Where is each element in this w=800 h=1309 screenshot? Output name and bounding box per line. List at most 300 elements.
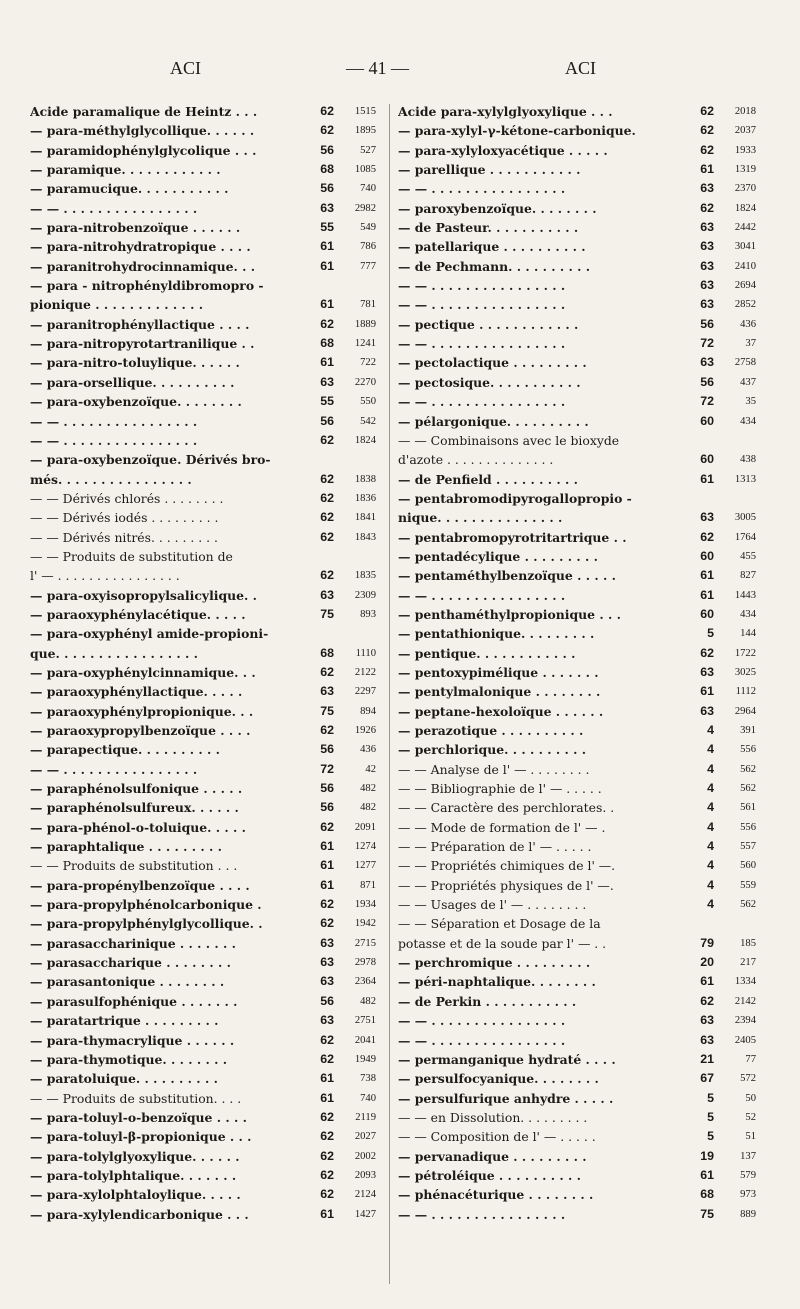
page-number-ref: 786 — [360, 241, 376, 253]
page-number-ref: 1942 — [354, 918, 376, 930]
entry-name: — paratoluique. . . . . . . . . . — [30, 1071, 218, 1087]
entry-name: — para-oxyphényl amide-propioni- — [30, 626, 269, 642]
volume-number: 4 — [707, 819, 714, 834]
volume-number: 62 — [700, 645, 714, 660]
entry-name: — paraoxyphénylacétique. . . . . — [30, 606, 246, 622]
page-number-ref: 2370 — [734, 183, 756, 195]
entry-name: — para-nitrohydratropique . . . . — [30, 239, 251, 255]
entry-name: — — Combinaisons avec le bioxyde — [398, 432, 620, 448]
volume-number: 63 — [700, 1013, 714, 1028]
entry-name: — para-méthylglycollique. . . . . . — [30, 123, 255, 139]
index-entry — [30, 1127, 376, 1146]
volume-number: 63 — [700, 510, 714, 525]
entry-name: — — . . . . . . . . . . . . . . . . — [30, 200, 198, 216]
volume-number: 62 — [320, 432, 334, 447]
page-number-ref: 562 — [740, 899, 756, 911]
index-entry — [30, 740, 376, 759]
page-number-ref: 1334 — [734, 976, 756, 988]
index-entry — [398, 566, 756, 585]
index-entry — [398, 818, 756, 837]
entry-name: — — . . . . . . . . . . . . . . . . — [398, 278, 566, 294]
header-left: ACI — [170, 58, 201, 78]
entry-name: — paraoxyphénylpropionique. . . — [30, 703, 254, 719]
entry-name: — parellique . . . . . . . . . . . — [398, 162, 581, 178]
page-number-ref: 2405 — [734, 1034, 756, 1046]
volume-number: 4 — [707, 858, 714, 873]
index-entry — [398, 199, 756, 218]
volume-number: 62 — [320, 723, 334, 737]
entry-name: — de Penfield . . . . . . . . . . — [398, 471, 578, 487]
entry-name: — paramucique. . . . . . . . . . . — [30, 181, 229, 197]
entry-name: — — Caractère des perchlorates. . — [398, 800, 615, 816]
volume-number: 4 — [707, 781, 714, 796]
entry-name: — pectolactique . . . . . . . . . — [398, 355, 587, 371]
volume-number: 62 — [700, 993, 714, 1008]
volume-number: 5 — [707, 1090, 714, 1105]
index-entry — [30, 199, 376, 218]
right-column — [398, 102, 756, 1224]
index-entry — [398, 779, 756, 798]
page-number-ref: 51 — [745, 1131, 756, 1143]
page-number-ref: 437 — [740, 376, 756, 388]
index-entry — [30, 992, 376, 1011]
page-number-ref: 50 — [745, 1092, 756, 1104]
index-entry — [398, 1166, 756, 1185]
entry-name: — — Produits de substitution de — [30, 548, 233, 564]
volume-number: 61 — [320, 839, 334, 854]
entry-name: — para-toluyl-o-benzoïque . . . . — [30, 1109, 247, 1125]
volume-number: 63 — [320, 587, 334, 602]
entry-name: — pentaméthylbenzoïque . . . . . — [398, 568, 616, 584]
volume-number: 61 — [700, 568, 714, 583]
page-number-ref: 1085 — [354, 164, 376, 176]
volume-number: 62 — [700, 142, 714, 157]
volume-number: 62 — [700, 104, 714, 118]
page-number-ref: 1274 — [354, 841, 376, 853]
volume-number: 75 — [320, 606, 334, 621]
index-entry — [398, 1069, 756, 1088]
page-number-ref: 3005 — [734, 512, 756, 524]
index-entry — [30, 779, 376, 798]
volume-number: 67 — [700, 1071, 714, 1086]
entry-name-continued: més. . . . . . . . . . . . . . . . — [30, 471, 192, 487]
index-entry — [30, 121, 376, 140]
index-entry — [30, 334, 376, 353]
volume-number: 63 — [700, 239, 714, 254]
volume-number: 68 — [700, 1187, 714, 1202]
index-entry — [398, 392, 756, 411]
page-number-ref: 2027 — [354, 1131, 376, 1143]
page-number-ref: 436 — [740, 318, 756, 330]
page-number-ref: 391 — [740, 725, 756, 736]
volume-number: 62 — [320, 490, 334, 505]
index-entry — [398, 160, 756, 179]
entry-name: — paraoxyphényllactique. . . . . — [30, 684, 243, 700]
entry-name: — — en Dissolution. . . . . . . . . — [398, 1109, 588, 1125]
volume-number: 19 — [700, 1148, 714, 1163]
page-number-ref: 2751 — [354, 1015, 376, 1027]
entry-name: — — Préparation de l' — . . . . . — [398, 839, 592, 855]
volume-number: 61 — [700, 1167, 714, 1182]
entry-name: — para-oxybenzoïque. . . . . . . . — [30, 394, 242, 410]
index-entry — [30, 624, 376, 663]
entry-name: — perchlorique. . . . . . . . . . — [398, 742, 587, 758]
index-entry — [398, 586, 756, 605]
page-number-ref: 185 — [740, 937, 756, 949]
index-entry — [398, 315, 756, 334]
volume-number: 62 — [320, 1129, 334, 1144]
index-entry — [398, 702, 756, 721]
entry-name: — pentabromopyrotritartrique . . — [398, 529, 627, 545]
volume-number: 63 — [700, 258, 714, 273]
entry-name: — paraoxypropylbenzoïque . . . . — [30, 723, 251, 738]
entry-name: — para-thymacrylique . . . . . . — [30, 1032, 235, 1048]
page-number-ref: 781 — [360, 299, 376, 311]
volume-number: 62 — [320, 819, 334, 834]
entry-name: — paraphtalique . . . . . . . . . — [30, 839, 222, 855]
index-entry — [398, 760, 756, 779]
volume-number: 62 — [320, 1148, 334, 1163]
volume-number: 4 — [707, 877, 714, 892]
page-number-ref: 482 — [360, 995, 376, 1007]
index-entry — [398, 605, 756, 624]
entry-name: — para-oxybenzoïque. Dérivés bro- — [30, 452, 271, 468]
volume-number: 61 — [700, 162, 714, 177]
page-number-ref: 137 — [740, 1150, 756, 1162]
page-number-ref: 77 — [745, 1053, 756, 1065]
page-number-ref: 560 — [740, 860, 756, 872]
entry-name: — permanganique hydraté . . . . — [398, 1051, 616, 1067]
entry-name: — patellarique . . . . . . . . . . — [398, 239, 586, 255]
page-number-ref: 2297 — [354, 686, 376, 698]
index-entry — [398, 1089, 756, 1108]
entry-name: — paramique. . . . . . . . . . . . — [30, 162, 221, 178]
index-entry — [30, 431, 376, 450]
volume-number: 62 — [320, 568, 334, 583]
volume-number: 63 — [700, 278, 714, 293]
page-number-ref: 973 — [740, 1189, 756, 1201]
volume-number: 5 — [707, 1129, 714, 1144]
index-entry — [30, 353, 376, 372]
volume-number: 72 — [700, 394, 714, 409]
entry-name: — — Dérivés nitrés. . . . . . . . . — [30, 529, 218, 545]
volume-number: 60 — [700, 413, 714, 428]
page-number-ref: 2018 — [734, 106, 756, 117]
entry-name: — — Composition de l' — . . . . . — [398, 1129, 596, 1145]
index-entry — [30, 1205, 376, 1224]
entry-name: — pentylmalonique . . . . . . . . — [398, 684, 601, 700]
volume-number: 61 — [320, 858, 334, 873]
page-number-ref: 1313 — [734, 473, 756, 485]
index-entry — [398, 1127, 756, 1146]
index-entry — [398, 992, 756, 1011]
page-number-ref: 527 — [360, 144, 376, 156]
page-number-ref: 3025 — [734, 666, 756, 678]
index-entry — [398, 1011, 756, 1030]
entry-name: — para-propylphénolcarbonique . — [30, 897, 262, 913]
page-number-ref: 549 — [360, 222, 376, 234]
index-entry — [30, 1050, 376, 1069]
volume-number: 61 — [320, 355, 334, 370]
entry-name: — para-tolylphtalique. . . . . . . — [30, 1167, 237, 1183]
entry-name-continued: pionique . . . . . . . . . . . . . — [30, 297, 204, 313]
index-entry — [30, 953, 376, 972]
page-number-ref: 2002 — [354, 1150, 376, 1162]
entry-name: — para-oxyphénylcinnamique. . . — [30, 664, 256, 680]
volume-number: 20 — [700, 955, 714, 970]
entry-name: — — . . . . . . . . . . . . . . . . — [398, 587, 566, 603]
index-entry — [398, 1205, 756, 1224]
entry-name: — para-thymotique. . . . . . . . — [30, 1051, 228, 1067]
index-entry — [398, 489, 756, 528]
index-entry — [398, 876, 756, 895]
volume-number: 61 — [320, 239, 334, 254]
page-number-ref: 542 — [360, 415, 376, 427]
entry-name: — — . . . . . . . . . . . . . . . . — [30, 761, 198, 777]
index-entry — [30, 412, 376, 431]
volume-number: 63 — [320, 974, 334, 989]
volume-number: 62 — [320, 510, 334, 525]
page-number-ref: 455 — [740, 550, 756, 562]
page-number-ref: 2119 — [355, 1111, 376, 1123]
index-entry — [30, 276, 376, 315]
page-number-ref: 2758 — [734, 357, 756, 369]
index-entry — [30, 1011, 376, 1030]
index-entry — [30, 837, 376, 856]
index-entry — [30, 315, 376, 334]
entry-name: — parasaccharinique . . . . . . . — [30, 935, 236, 951]
page-number-ref: 1949 — [354, 1053, 376, 1065]
column-divider — [389, 104, 390, 1284]
index-entry — [30, 1166, 376, 1185]
entry-name: — para-nitropyrotartranilique . . — [30, 336, 255, 352]
index-entry — [30, 237, 376, 256]
page-number-ref: 1241 — [354, 338, 376, 350]
volume-number: 55 — [320, 394, 334, 409]
page-number-ref: 37 — [745, 338, 756, 350]
volume-number: 56 — [320, 993, 334, 1008]
page-number-ref: 738 — [360, 1073, 376, 1085]
page-number-ref: 722 — [360, 357, 376, 369]
index-entry — [398, 218, 756, 237]
page-number-ref: 52 — [745, 1111, 756, 1123]
entry-name-continued: l' — . . . . . . . . . . . . . . . . — [30, 568, 180, 584]
entry-name: — — . . . . . . . . . . . . . . . . — [398, 1013, 566, 1029]
volume-number: 4 — [707, 839, 714, 854]
entry-name: — perazotique . . . . . . . . . . — [398, 723, 584, 738]
volume-number: 62 — [320, 471, 334, 486]
volume-number: 63 — [700, 181, 714, 196]
index-entry — [398, 528, 756, 547]
page-number-ref: 482 — [360, 783, 376, 795]
page-header — [0, 58, 800, 86]
volume-number: 62 — [320, 897, 334, 912]
page-number-ref: 2715 — [354, 937, 376, 949]
volume-number: 72 — [320, 761, 334, 776]
page-number-ref: 559 — [740, 879, 756, 891]
volume-number: 62 — [700, 529, 714, 544]
index-entry — [30, 102, 376, 121]
page-number-ref: 217 — [740, 957, 756, 969]
entry-name: — para-toluyl-β-propionique . . . — [30, 1129, 252, 1145]
page-number-ref: 2122 — [354, 666, 376, 678]
volume-number: 61 — [700, 684, 714, 699]
page-number-ref: 557 — [740, 841, 756, 853]
index-entry — [30, 218, 376, 237]
entry-name: — para-xylyl-γ-kétone-carbonique. — [398, 123, 636, 139]
index-entry — [398, 721, 756, 740]
volume-number: 62 — [320, 1051, 334, 1066]
volume-number: 63 — [320, 935, 334, 950]
volume-number: 63 — [700, 220, 714, 235]
volume-number: 62 — [700, 200, 714, 215]
entry-name: — parapectique. . . . . . . . . . — [30, 742, 220, 758]
entry-name: — paratartrique . . . . . . . . . — [30, 1013, 219, 1029]
volume-number: 63 — [700, 664, 714, 679]
volume-number: 4 — [707, 761, 714, 776]
page-number-ref: 740 — [360, 1092, 376, 1104]
page-number-ref: 2694 — [734, 280, 756, 292]
entry-name: — — . . . . . . . . . . . . . . . . — [398, 1032, 566, 1048]
entry-name: — — Produits de substitution . . . — [30, 858, 238, 874]
entry-name: — phénacéturique . . . . . . . . — [398, 1187, 594, 1203]
index-entry — [398, 972, 756, 991]
entry-name: — persulfocyanique. . . . . . . . — [398, 1071, 599, 1087]
volume-number: 55 — [320, 220, 334, 235]
page-number-ref: 2978 — [354, 957, 376, 969]
page-number-ref: 894 — [360, 705, 376, 717]
volume-number: 62 — [320, 529, 334, 544]
entry-name: — para-propylphénylglycollique. . — [30, 916, 263, 932]
index-entry — [398, 663, 756, 682]
page-number-ref: 2270 — [354, 376, 376, 388]
volume-number: 61 — [320, 877, 334, 892]
page-number-ref: 562 — [740, 783, 756, 795]
page-number-ref: 2091 — [354, 821, 376, 833]
volume-number: 75 — [700, 1206, 714, 1221]
index-entry — [398, 257, 756, 276]
page-number-ref: 1836 — [354, 492, 376, 504]
index-entry — [30, 160, 376, 179]
page-number-ref: 561 — [740, 802, 756, 814]
entry-name: — paraphénolsulfureux. . . . . . — [30, 800, 239, 816]
page-number-ref: 2142 — [734, 995, 756, 1007]
index-entry — [30, 373, 376, 392]
entry-name: — pentadécylique . . . . . . . . . — [398, 548, 598, 564]
page-number-ref: 434 — [740, 415, 756, 427]
volume-number: 61 — [320, 1071, 334, 1086]
index-entry — [398, 295, 756, 314]
index-entry — [398, 373, 756, 392]
page-number-ref: 1722 — [734, 647, 756, 659]
page-number-ref: 1841 — [354, 512, 376, 524]
entry-name: — — Dérivés chlorés . . . . . . . . — [30, 490, 224, 506]
index-entry — [398, 121, 756, 140]
index-entry — [30, 392, 376, 411]
volume-number: 61 — [700, 974, 714, 989]
index-entry — [398, 1050, 756, 1069]
volume-number: 61 — [320, 1206, 334, 1221]
volume-number: 60 — [700, 452, 714, 467]
page-number-ref: 579 — [740, 1169, 756, 1181]
entry-name: — parasulfophénique . . . . . . . — [30, 993, 238, 1009]
volume-number: 56 — [320, 413, 334, 428]
entry-name: — para-xylolphtaloylique. . . . . — [30, 1187, 241, 1203]
index-entry — [30, 547, 376, 586]
entry-name: — paranitrohydrocinnamique. . . — [30, 258, 256, 274]
entry-name: — — Mode de formation de l' — . — [398, 819, 606, 835]
volume-number: 56 — [700, 316, 714, 331]
index-entry — [398, 895, 756, 914]
volume-number: 63 — [320, 1013, 334, 1028]
entry-name: — paranitrophényllactique . . . . — [30, 316, 250, 332]
index-entry — [398, 837, 756, 856]
page-number-ref: 889 — [740, 1208, 756, 1220]
page-number-ref: 1889 — [354, 318, 376, 330]
page-number-ref: 1835 — [354, 570, 376, 582]
index-entry — [398, 644, 756, 663]
entry-name: — persulfurique anhydre . . . . . — [398, 1090, 614, 1106]
entry-name: — perchromique . . . . . . . . . — [398, 955, 591, 971]
index-entry — [398, 1108, 756, 1127]
page-number-ref: 1443 — [734, 589, 756, 601]
index-entry — [30, 721, 376, 740]
index-entry — [398, 547, 756, 566]
entry-name: — — Séparation et Dosage de la — [398, 916, 601, 932]
entry-name: — — Usages de l' — . . . . . . . . — [398, 897, 587, 913]
entry-name: — paraphénolsulfonique . . . . . — [30, 781, 243, 797]
index-entry — [398, 1185, 756, 1204]
entry-name: — — Bibliographie de l' — . . . . . — [398, 781, 602, 797]
entry-name: — — . . . . . . . . . . . . . . . . — [398, 394, 566, 410]
index-entry — [30, 856, 376, 875]
index-entry — [30, 605, 376, 624]
entry-name: — de Perkin . . . . . . . . . . . — [398, 993, 577, 1009]
page-number-ref: 556 — [740, 744, 756, 756]
entry-name: — peptane-hexoloïque . . . . . . — [398, 703, 604, 719]
volume-number: 61 — [320, 1090, 334, 1105]
page-number-ref: 2364 — [354, 976, 376, 988]
entry-name: — — . . . . . . . . . . . . . . . . — [398, 1206, 566, 1222]
index-entry — [398, 798, 756, 817]
page-number-ref: 2309 — [354, 589, 376, 601]
volume-number: 62 — [320, 123, 334, 138]
volume-number: 61 — [700, 471, 714, 486]
volume-number: 63 — [320, 374, 334, 389]
page-number-ref: 1319 — [734, 164, 756, 176]
entry-name: — para-xylylendicarbonique . . . — [30, 1206, 249, 1222]
entry-name: — para-tolylglyoxylique. . . . . . — [30, 1148, 240, 1164]
page-number-ref: 35 — [745, 396, 756, 408]
index-entry — [398, 953, 756, 972]
entry-name: — pentabromodipyrogallopropio - — [398, 490, 632, 506]
index-entry — [398, 682, 756, 701]
entry-name: — pétroléique . . . . . . . . . . — [398, 1167, 581, 1183]
page-number-ref: 1926 — [354, 725, 376, 736]
index-entry — [30, 914, 376, 933]
entry-name: — para-propénylbenzoïque . . . . — [30, 877, 250, 893]
index-entry — [30, 179, 376, 198]
entry-name: — de Pechmann. . . . . . . . . . — [398, 258, 591, 274]
index-entry — [30, 876, 376, 895]
index-entry — [30, 663, 376, 682]
volume-number: 75 — [320, 703, 334, 718]
page-number-ref: 1515 — [354, 106, 376, 117]
entry-name: — — Analyse de l' — . . . . . . . . — [398, 761, 590, 777]
index-entry — [398, 856, 756, 875]
index-entry — [398, 179, 756, 198]
page-number-ref: 1764 — [734, 531, 756, 543]
